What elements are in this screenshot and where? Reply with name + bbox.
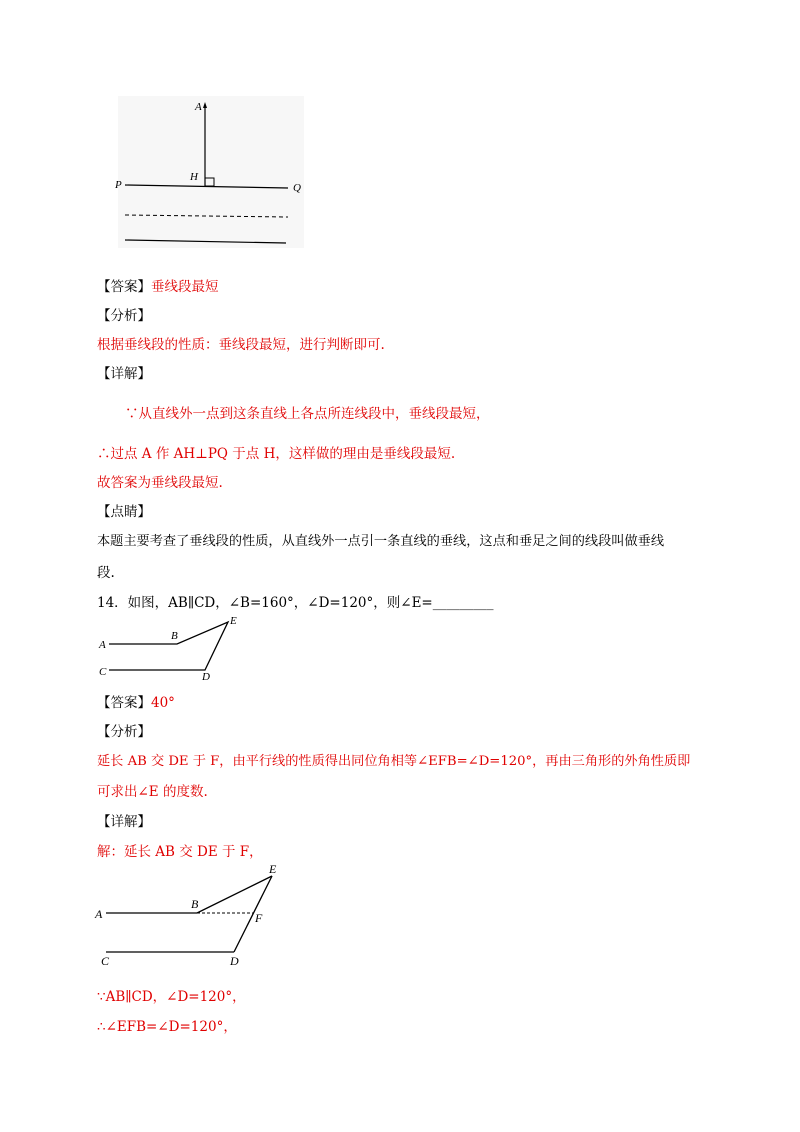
fig3-label-b: B xyxy=(191,897,199,911)
q13-detail-tag: 【详解】 xyxy=(97,366,151,382)
q13-detail-line3: 故答案为垂线段最短. xyxy=(97,475,223,491)
q14-detail-line1: 解：延长 AB 交 DE 于 F， xyxy=(97,844,263,860)
q13-detail-line2: ∴过点 A 作 AH⊥PQ 于点 H，这样做的理由是垂线段最短. xyxy=(97,446,456,462)
arrow-a xyxy=(203,102,207,108)
fig2-label-b: B xyxy=(171,630,178,642)
right-angle-mark xyxy=(205,178,214,186)
q13-answer xyxy=(97,275,219,295)
q14-answer-text: 40° xyxy=(151,695,175,711)
answer-text: 垂线段最短 xyxy=(151,279,219,295)
q14-detail-line3: ∴∠EFB=∠D=120°， xyxy=(97,1019,237,1035)
q13-comment-line2: 段. xyxy=(97,565,115,581)
label-a: A xyxy=(195,101,202,113)
figure-1 xyxy=(110,95,310,255)
fig3-label-e: E xyxy=(269,862,277,876)
q13-detail-line1: ∵从直线外一点到这条直线上各点所连线段中，垂线段最短， xyxy=(125,406,490,422)
q14-analysis-tag: 【分析】 xyxy=(97,724,151,740)
q14-question: 14．如图，AB∥CD，∠B=160°，∠D=120°，则∠E=_________ xyxy=(97,595,494,611)
fig2-label-d: D xyxy=(202,671,210,682)
fig3-line-ed xyxy=(234,876,272,952)
q14-analysis-line1: 延长 AB 交 DE 于 F，由平行线的性质得出同位角相等∠EFB=∠D=120°，再由三角形的外角性质即 xyxy=(97,754,691,769)
label-q: Q xyxy=(293,182,301,194)
fig2-label-e: E xyxy=(230,615,237,627)
q13-comment-line1: 本题主要考查了垂线段的性质，从直线外一点引一条直线的垂线，这点和垂足之间的线段叫做垂线 xyxy=(97,534,665,549)
bottom-line xyxy=(125,240,286,243)
fig3-label-d: D xyxy=(230,954,239,968)
q14-detail-line2: ∵AB∥CD，∠D=120°， xyxy=(97,989,246,1005)
dashed-line xyxy=(125,215,288,217)
q14-answer-tag: 【答案】 xyxy=(97,695,151,711)
fig3-label-c: C xyxy=(101,954,110,968)
figure-2 xyxy=(95,612,255,682)
fig2-polyline xyxy=(109,622,228,670)
fig3-label-a: A xyxy=(95,907,103,921)
fig3-label-f: F xyxy=(255,911,263,925)
fig2-label-c: C xyxy=(99,666,107,678)
fig3-line-be xyxy=(197,876,272,913)
q13-analysis-tag: 【分析】 xyxy=(97,308,151,324)
label-h: H xyxy=(190,171,198,183)
answer-tag: 【答案】 xyxy=(97,279,151,295)
q13-comment-tag: 【点睛】 xyxy=(97,504,151,520)
q14-analysis-line2: 可求出∠E 的度数. xyxy=(97,784,208,800)
label-p: P xyxy=(115,179,122,191)
figure-3 xyxy=(92,860,292,970)
q14-detail-tag: 【详解】 xyxy=(97,814,151,830)
q13-analysis-text: 根据垂线段的性质：垂线段最短，进行判断即可. xyxy=(97,337,385,353)
fig2-label-a: A xyxy=(99,639,106,651)
q14-answer xyxy=(97,691,175,711)
